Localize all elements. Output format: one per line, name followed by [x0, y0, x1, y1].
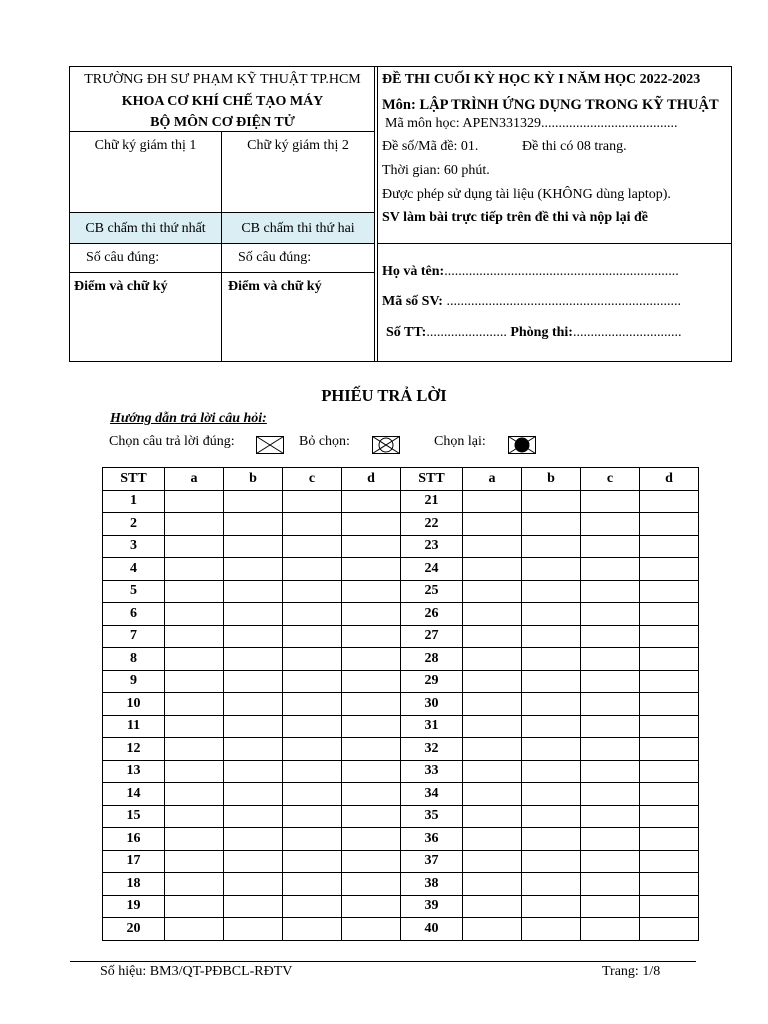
question-number: 19 [103, 895, 165, 918]
answer-cell-b[interactable] [522, 805, 581, 828]
answer-cell-c[interactable] [581, 760, 640, 783]
answer-cell-d[interactable] [640, 558, 699, 581]
col-header-stt: STT [401, 468, 463, 491]
student-name-field[interactable] [382, 265, 679, 279]
col-header-a: a [463, 468, 522, 491]
answer-cell-b[interactable] [522, 850, 581, 873]
answer-cell-d[interactable] [342, 828, 401, 851]
answer-cell-d[interactable] [640, 783, 699, 806]
answer-cell-c[interactable] [283, 603, 342, 626]
answer-cell-d[interactable] [640, 490, 699, 513]
invigilator1-label: Chữ ký giám thị 1 [94, 138, 197, 153]
student-id-field[interactable] [382, 295, 681, 309]
question-number: 3 [103, 535, 165, 558]
col-header-b: b [522, 468, 581, 491]
answer-cell-a[interactable] [463, 918, 522, 941]
answer-cell-b[interactable] [224, 850, 283, 873]
answer-cell-c[interactable] [581, 535, 640, 558]
col-header-b: b [224, 468, 283, 491]
answer-cell-b[interactable] [224, 670, 283, 693]
question-number: 4 [103, 558, 165, 581]
answer-cell-d[interactable] [342, 648, 401, 671]
answer-cell-a[interactable] [165, 760, 224, 783]
answer-cell-d[interactable] [640, 513, 699, 536]
answer-cell-d[interactable] [342, 558, 401, 581]
student-id-label: Mã số SV: [382, 294, 443, 309]
question-number: 9 [103, 670, 165, 693]
answer-cell-c[interactable] [283, 513, 342, 536]
answer-cell-b[interactable] [224, 580, 283, 603]
answer-cell-a[interactable] [165, 490, 224, 513]
correct-count1-label: Số câu đúng: [86, 250, 160, 265]
answer-cell-b[interactable] [522, 783, 581, 806]
answer-cell-a[interactable] [165, 828, 224, 851]
answer-cell-b[interactable] [224, 535, 283, 558]
answer-cell-d[interactable] [342, 670, 401, 693]
answer-cell-c[interactable] [581, 828, 640, 851]
answer-cell-c[interactable] [581, 670, 640, 693]
answer-cell-d[interactable] [640, 715, 699, 738]
answer-cell-d[interactable] [342, 535, 401, 558]
question-number: 7 [103, 625, 165, 648]
choose-label: Chọn câu trả lời đúng: [109, 434, 235, 449]
order-dots: ....................... [426, 325, 507, 340]
department-name: BỘ MÔN CƠ ĐIỆN TỬ [150, 115, 295, 130]
answer-cell-a[interactable] [165, 850, 224, 873]
answer-cell-b[interactable] [522, 670, 581, 693]
answer-cell-c[interactable] [283, 715, 342, 738]
answer-cell-c[interactable] [581, 715, 640, 738]
answer-cell-c[interactable] [581, 783, 640, 806]
question-number: 28 [401, 648, 463, 671]
table-row [103, 670, 699, 693]
answer-cell-c[interactable] [581, 648, 640, 671]
guide-title: Hướng dẫn trả lời câu hỏi: [110, 411, 267, 426]
answer-cell-a[interactable] [165, 648, 224, 671]
exam-number: Đề số/Mã đề: 01. [382, 139, 479, 154]
table-row [103, 490, 699, 513]
question-number: 6 [103, 603, 165, 626]
table-row [103, 580, 699, 603]
filled-circle-box-icon [508, 436, 536, 454]
answer-cell-d[interactable] [342, 603, 401, 626]
answer-cell-a[interactable] [165, 625, 224, 648]
answer-cell-b[interactable] [522, 828, 581, 851]
score-sign2-label: Điểm và chữ ký [228, 279, 322, 294]
answer-cell-d[interactable] [640, 738, 699, 761]
answer-cell-a[interactable] [463, 535, 522, 558]
answer-cell-b[interactable] [224, 918, 283, 941]
question-number: 24 [401, 558, 463, 581]
answer-cell-c[interactable] [283, 873, 342, 896]
question-number: 40 [401, 918, 463, 941]
answer-cell-a[interactable] [463, 715, 522, 738]
question-number: 29 [401, 670, 463, 693]
question-number: 17 [103, 850, 165, 873]
answer-cell-c[interactable] [581, 918, 640, 941]
question-number: 34 [401, 783, 463, 806]
answer-cell-d[interactable] [342, 715, 401, 738]
answer-cell-b[interactable] [522, 693, 581, 716]
answer-cell-c[interactable] [581, 895, 640, 918]
answer-cell-c[interactable] [283, 670, 342, 693]
answer-cell-c[interactable] [581, 738, 640, 761]
answer-cell-a[interactable] [165, 783, 224, 806]
student-name-dots: ................................................................... [444, 264, 679, 279]
answer-cell-d[interactable] [342, 783, 401, 806]
question-number: 38 [401, 873, 463, 896]
question-number: 30 [401, 693, 463, 716]
answer-cell-c[interactable] [283, 895, 342, 918]
answer-cell-c[interactable] [581, 558, 640, 581]
table-row [103, 805, 699, 828]
table-row [103, 850, 699, 873]
answer-cell-b[interactable] [522, 558, 581, 581]
question-number: 1 [103, 490, 165, 513]
answer-cell-b[interactable] [224, 490, 283, 513]
answer-cell-c[interactable] [283, 558, 342, 581]
answer-cell-a[interactable] [165, 558, 224, 581]
exam-title: ĐỀ THI CUỐI KỲ HỌC KỲ I NĂM HỌC 2022-2023 [382, 72, 701, 87]
answer-cell-a[interactable] [463, 760, 522, 783]
answer-cell-a[interactable] [165, 918, 224, 941]
answer-cell-b[interactable] [224, 760, 283, 783]
answer-cell-d[interactable] [640, 580, 699, 603]
table-row [103, 760, 699, 783]
answer-cell-c[interactable] [283, 760, 342, 783]
answer-cell-b[interactable] [522, 895, 581, 918]
question-number: 13 [103, 760, 165, 783]
answer-cell-d[interactable] [342, 760, 401, 783]
unselect-label: Bỏ chọn: [299, 434, 350, 449]
answer-cell-c[interactable] [283, 918, 342, 941]
question-number: 25 [401, 580, 463, 603]
materials-note: Được phép sử dụng tài liệu (KHÔNG dùng laptop). [382, 187, 671, 202]
answer-cell-c[interactable] [283, 625, 342, 648]
correct-count2-label: Số câu đúng: [238, 250, 312, 265]
question-number: 5 [103, 580, 165, 603]
question-number: 22 [401, 513, 463, 536]
question-number: 32 [401, 738, 463, 761]
answer-sheet-title: PHIẾU TRẢ LỜI [321, 386, 447, 405]
reselect-label: Chọn lại: [434, 434, 486, 449]
answer-table [102, 467, 699, 941]
answer-cell-d[interactable] [640, 670, 699, 693]
table-row [103, 738, 699, 761]
question-number: 35 [401, 805, 463, 828]
footer-rule [70, 961, 696, 962]
answer-cell-d[interactable] [640, 625, 699, 648]
answer-cell-c[interactable] [283, 580, 342, 603]
answer-cell-a[interactable] [463, 738, 522, 761]
answer-cell-b[interactable] [224, 873, 283, 896]
answer-cell-b[interactable] [522, 760, 581, 783]
room-dots: ............................... [572, 325, 682, 340]
question-number: 11 [103, 715, 165, 738]
table-row [103, 918, 699, 941]
grader2-label: CB chấm thi thứ hai [241, 221, 355, 236]
answer-cell-a[interactable] [463, 648, 522, 671]
table-row [103, 648, 699, 671]
answer-cell-c[interactable] [581, 693, 640, 716]
question-number: 18 [103, 873, 165, 896]
table-row [103, 558, 699, 581]
answer-cell-a[interactable] [165, 895, 224, 918]
answer-cell-c[interactable] [283, 783, 342, 806]
answer-cell-d[interactable] [342, 850, 401, 873]
answer-cell-d[interactable] [640, 760, 699, 783]
answer-cell-d[interactable] [342, 918, 401, 941]
question-number: 21 [401, 490, 463, 513]
answer-cell-b[interactable] [522, 738, 581, 761]
table-row [103, 603, 699, 626]
answer-cell-b[interactable] [224, 805, 283, 828]
answer-cell-a[interactable] [463, 805, 522, 828]
footer-page-number: Trang: 1/8 [602, 964, 661, 979]
answer-cell-a[interactable] [165, 805, 224, 828]
exam-pages: Đề thi có 08 trang. [522, 139, 627, 154]
answer-cell-d[interactable] [640, 648, 699, 671]
question-number: 10 [103, 693, 165, 716]
circled-cross-box-icon [372, 436, 400, 454]
answer-cell-d[interactable] [342, 805, 401, 828]
answer-cell-d[interactable] [640, 805, 699, 828]
exam-duration: Thời gian: 60 phút. [382, 163, 490, 178]
question-number: 36 [401, 828, 463, 851]
answer-cell-c[interactable] [581, 513, 640, 536]
invigilator2-label: Chữ ký giám thị 2 [247, 138, 349, 153]
answer-cell-a[interactable] [165, 670, 224, 693]
answer-cell-d[interactable] [640, 603, 699, 626]
answer-cell-b[interactable] [522, 918, 581, 941]
answer-cell-a[interactable] [463, 513, 522, 536]
answer-cell-b[interactable] [224, 895, 283, 918]
answer-cell-c[interactable] [283, 490, 342, 513]
col-header-c: c [283, 468, 342, 491]
subject-code: Mã môn học: APEN331329....................................... [385, 116, 678, 131]
answer-cell-c[interactable] [283, 828, 342, 851]
order-room-field[interactable] [386, 326, 681, 340]
student-id-dots: ................................................................... [446, 294, 681, 309]
question-number: 31 [401, 715, 463, 738]
answer-cell-d[interactable] [640, 873, 699, 896]
answer-cell-b[interactable] [224, 738, 283, 761]
table-row [103, 693, 699, 716]
answer-cell-a[interactable] [463, 490, 522, 513]
answer-cell-d[interactable] [640, 895, 699, 918]
answer-cell-a[interactable] [165, 513, 224, 536]
answer-cell-a[interactable] [165, 603, 224, 626]
question-number: 8 [103, 648, 165, 671]
answer-cell-c[interactable] [283, 850, 342, 873]
question-number: 14 [103, 783, 165, 806]
answer-cell-d[interactable] [640, 850, 699, 873]
answer-cell-a[interactable] [463, 873, 522, 896]
answer-table-header [103, 468, 699, 491]
answer-cell-c[interactable] [581, 873, 640, 896]
answer-cell-a[interactable] [463, 783, 522, 806]
answer-cell-c[interactable] [581, 490, 640, 513]
table-row [103, 783, 699, 806]
answer-cell-c[interactable] [283, 693, 342, 716]
answer-cell-a[interactable] [165, 873, 224, 896]
answer-cell-c[interactable] [581, 580, 640, 603]
answer-cell-a[interactable] [463, 828, 522, 851]
answer-cell-a[interactable] [463, 850, 522, 873]
room-label: Phòng thi: [510, 325, 573, 340]
table-row [103, 715, 699, 738]
col-header-c: c [581, 468, 640, 491]
answer-cell-a[interactable] [463, 603, 522, 626]
answer-cell-b[interactable] [224, 648, 283, 671]
question-number: 33 [401, 760, 463, 783]
question-number: 23 [401, 535, 463, 558]
answer-cell-d[interactable] [342, 895, 401, 918]
col-header-a: a [165, 468, 224, 491]
answer-cell-c[interactable] [581, 850, 640, 873]
faculty-name: KHOA CƠ KHÍ CHẾ TẠO MÁY [121, 94, 324, 109]
answer-cell-b[interactable] [224, 783, 283, 806]
col-header-d: d [342, 468, 401, 491]
answer-cell-c[interactable] [283, 805, 342, 828]
answer-cell-d[interactable] [342, 580, 401, 603]
subject-title: Môn: LẬP TRÌNH ỨNG DỤNG TRONG KỸ THUẬT [382, 97, 719, 113]
answer-cell-c[interactable] [283, 535, 342, 558]
answer-cell-b[interactable] [522, 513, 581, 536]
answer-cell-a[interactable] [165, 738, 224, 761]
answer-cell-b[interactable] [224, 513, 283, 536]
answer-cell-b[interactable] [224, 558, 283, 581]
answer-cell-b[interactable] [522, 873, 581, 896]
answer-cell-a[interactable] [463, 558, 522, 581]
submission-note: SV làm bài trực tiếp trên đề thi và nộp lại đề [382, 210, 648, 225]
answer-cell-a[interactable] [463, 625, 522, 648]
answer-cell-d[interactable] [640, 828, 699, 851]
answer-cell-b[interactable] [522, 490, 581, 513]
question-number: 2 [103, 513, 165, 536]
answer-cell-a[interactable] [463, 895, 522, 918]
answer-cell-b[interactable] [522, 603, 581, 626]
order-label: Số TT: [386, 325, 427, 340]
answer-cell-a[interactable] [165, 693, 224, 716]
grader1-label: CB chấm thi thứ nhất [85, 221, 206, 236]
question-number: 12 [103, 738, 165, 761]
table-row [103, 828, 699, 851]
col-header-stt: STT [103, 468, 165, 491]
answer-cell-a[interactable] [165, 580, 224, 603]
answer-cell-d[interactable] [640, 535, 699, 558]
answer-cell-b[interactable] [522, 648, 581, 671]
table-row [103, 895, 699, 918]
answer-cell-a[interactable] [463, 693, 522, 716]
table-row [103, 535, 699, 558]
answer-cell-c[interactable] [581, 625, 640, 648]
answer-cell-a[interactable] [463, 670, 522, 693]
student-name-label: Họ và tên: [382, 264, 445, 279]
answer-cell-a[interactable] [463, 580, 522, 603]
answer-cell-d[interactable] [342, 693, 401, 716]
answer-cell-b[interactable] [224, 715, 283, 738]
school-name: TRƯỜNG ĐH SƯ PHẠM KỸ THUẬT TP.HCM [84, 72, 361, 87]
answer-cell-d[interactable] [342, 513, 401, 536]
answer-cell-d[interactable] [640, 918, 699, 941]
footer-doc-code: Số hiệu: BM3/QT-PĐBCL-RĐTV [100, 964, 293, 979]
answer-cell-b[interactable] [224, 625, 283, 648]
answer-cell-a[interactable] [165, 535, 224, 558]
answer-cell-d[interactable] [342, 738, 401, 761]
table-row [103, 873, 699, 896]
answer-cell-b[interactable] [522, 625, 581, 648]
answer-cell-b[interactable] [224, 828, 283, 851]
answer-cell-d[interactable] [640, 693, 699, 716]
crossed-box-icon [256, 436, 284, 454]
answer-cell-a[interactable] [165, 715, 224, 738]
question-number: 39 [401, 895, 463, 918]
answer-cell-d[interactable] [342, 625, 401, 648]
table-row [103, 625, 699, 648]
question-number: 37 [401, 850, 463, 873]
question-number: 20 [103, 918, 165, 941]
col-header-d: d [640, 468, 699, 491]
answer-cell-b[interactable] [522, 535, 581, 558]
question-number: 27 [401, 625, 463, 648]
answer-cell-c[interactable] [283, 738, 342, 761]
question-number: 26 [401, 603, 463, 626]
question-number: 16 [103, 828, 165, 851]
table-row [103, 513, 699, 536]
answer-cell-c[interactable] [581, 805, 640, 828]
answer-cell-c[interactable] [581, 603, 640, 626]
answer-cell-c[interactable] [283, 648, 342, 671]
answer-cell-b[interactable] [224, 693, 283, 716]
answer-cell-b[interactable] [522, 580, 581, 603]
answer-cell-d[interactable] [342, 490, 401, 513]
answer-cell-b[interactable] [522, 715, 581, 738]
answer-cell-d[interactable] [342, 873, 401, 896]
question-number: 15 [103, 805, 165, 828]
score-sign1-label: Điểm và chữ ký [74, 279, 168, 294]
answer-cell-b[interactable] [224, 603, 283, 626]
